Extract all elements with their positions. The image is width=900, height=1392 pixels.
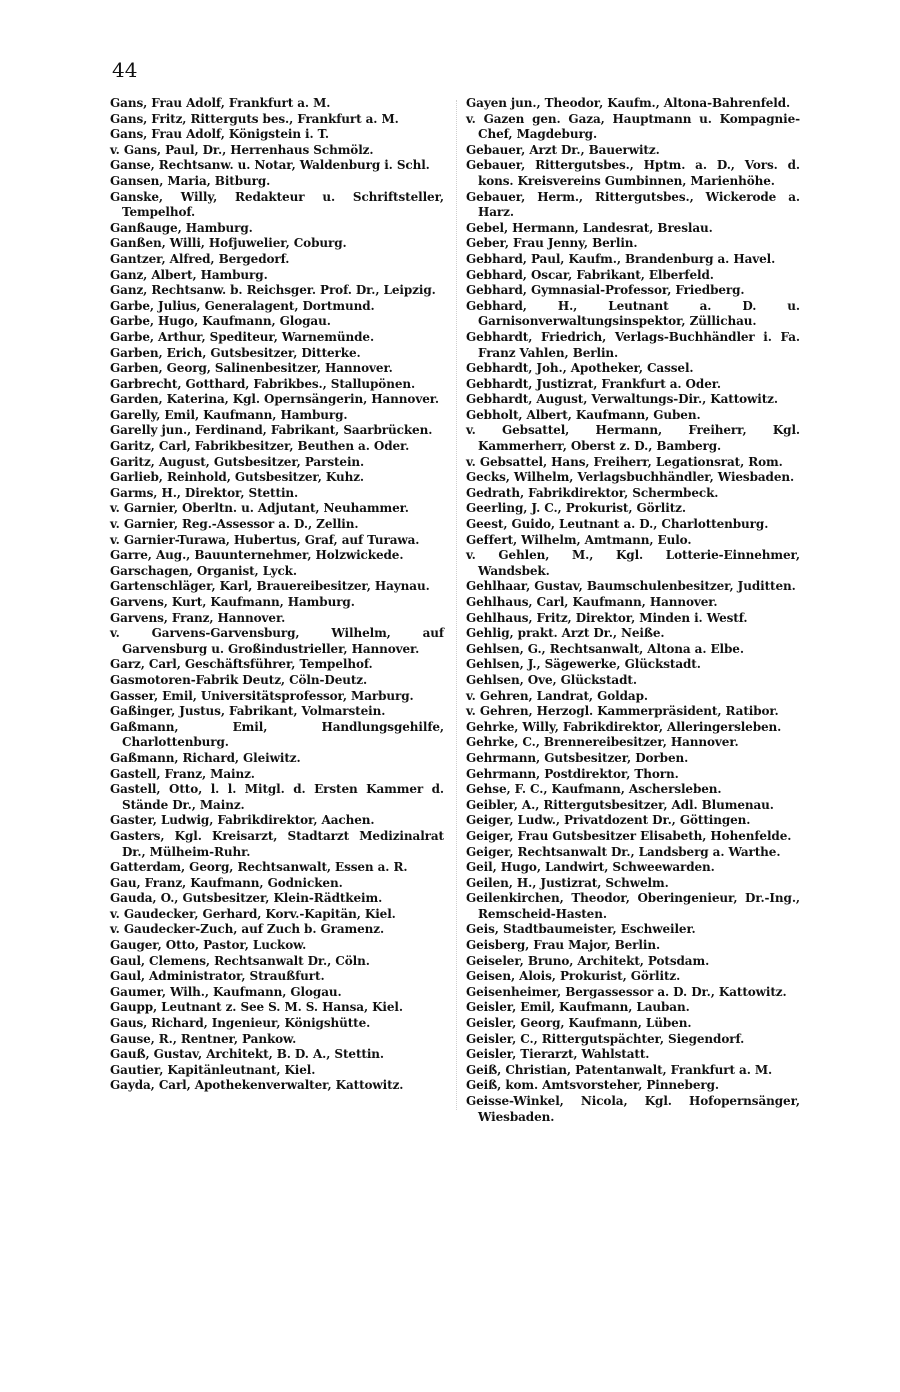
directory-entry: Gauda, O., Gutsbesitzer, Klein-Rädtkeim. — [110, 891, 383, 906]
directory-entry: Geil, Hugo, Landwirt, Schweewarden. — [466, 860, 715, 875]
directory-entry: Garden, Katerina, Kgl. Opernsängerin, Hannover. — [110, 392, 439, 407]
directory-entry: Ganz, Albert, Hamburg. — [110, 267, 268, 282]
directory-entry: Garz, Carl, Geschäftsführer, Tempelhof. — [110, 657, 373, 672]
directory-entry: Gautier, Kapitänleutnant, Kiel. — [110, 1062, 316, 1077]
directory-entry: Gauger, Otto, Pastor, Luckow. — [110, 938, 307, 953]
directory-entry: Gehrmann, Postdirektor, Thorn. — [466, 766, 679, 781]
directory-entry: Gasser, Emil, Universitätsprofessor, Marburg. — [110, 688, 414, 703]
directory-entry: Gedrath, Fabrikdirektor, Schermbeck. — [466, 485, 719, 500]
directory-entry: Garelly jun., Ferdinand, Fabrikant, Saarbrücken. — [110, 423, 433, 438]
directory-entry: Geisen, Alois, Prokurist, Görlitz. — [466, 969, 681, 984]
directory-entry: Gehlsen, Ove, Glückstadt. — [466, 672, 637, 687]
directory-entry: Gaul, Administrator, Straußfurt. — [110, 969, 325, 984]
directory-entry: Geilenkirchen, Theodor, Oberingenieur, Dr.-Ing., Remscheid-Hasten. — [466, 891, 800, 921]
directory-entry: Ganske, Willy, Redakteur u. Schriftsteller, Tempelhof. — [110, 189, 444, 220]
directory-entry: Gebhardt, Joh., Apotheker, Cassel. — [466, 361, 694, 376]
page-number: 44 — [112, 58, 138, 82]
directory-entry: Gaster, Ludwig, Fabrikdirektor, Aachen. — [110, 813, 375, 828]
directory-entry: Gastell, Otto, l. l. Mitgl. d. Ersten Kammer d. Stände Dr., Mainz. — [110, 782, 444, 812]
directory-entry: Garbe, Hugo, Kaufmann, Glogau. — [110, 314, 331, 329]
directory-entry: Geiger, Frau Gutsbesitzer Elisabeth, Hohenfelde. — [466, 828, 792, 843]
directory-entry: v. Gehren, Landrat, Goldap. — [466, 688, 648, 703]
directory-entry: Geibler, A., Rittergutsbesitzer, Adl. Blumenau. — [466, 797, 774, 812]
directory-entry: Geiß, kom. Amtsvorsteher, Pinneberg. — [466, 1078, 719, 1093]
directory-entry: v. Garnier-Turawa, Hubertus, Graf, auf Turawa. — [110, 532, 420, 547]
directory-entry: Geis, Stadtbaumeister, Eschweiler. — [466, 922, 696, 937]
directory-entry: Ganßauge, Hamburg. — [110, 220, 253, 235]
directory-entry: Geisler, C., Rittergutspächter, Siegendorf. — [466, 1031, 745, 1046]
directory-entry: v. Gazen gen. Gaza, Hauptmann u. Kompagnie-Chef, Magdeburg. — [466, 111, 800, 142]
directory-entry: Gansen, Maria, Bitburg. — [110, 173, 271, 188]
directory-entry: Geiger, Rechtsanwalt Dr., Landsberg a. Warthe. — [466, 844, 781, 859]
directory-entry: Gans, Frau Adolf, Frankfurt a. M. — [110, 96, 331, 110]
directory-entry: Geisenheimer, Bergassessor a. D. Dr., Kattowitz. — [466, 984, 787, 999]
directory-entry: Gebel, Hermann, Landesrat, Breslau. — [466, 220, 713, 235]
directory-entry: Gantzer, Alfred, Bergedorf. — [110, 251, 290, 266]
directory-entry: Garre, Aug., Bauunternehmer, Holzwickede. — [110, 548, 404, 563]
directory-entry: Gartenschläger, Karl, Brauereibesitzer, Haynau. — [110, 579, 430, 594]
directory-entry: Gebhardt, Friedrich, Verlags-Buchhändler i. Fa. Franz Vahlen, Berlin. — [466, 329, 800, 360]
directory-entry: Gans, Fritz, Ritterguts bes., Frankfurt a. M. — [110, 111, 399, 126]
directory-entry: Gayda, Carl, Apothekenverwalter, Kattowitz. — [110, 1078, 404, 1093]
directory-entry: Gayen jun., Theodor, Kaufm., Altona-Bahrenfeld. — [466, 96, 791, 110]
directory-entry: Gaus, Richard, Ingenieur, Königshütte. — [110, 1016, 371, 1031]
directory-entry: Gau, Franz, Kaufmann, Godnicken. — [110, 875, 343, 890]
directory-entry: Garvens, Kurt, Kaufmann, Hamburg. — [110, 595, 355, 609]
directory-entry: Garben, Erich, Gutsbesitzer, Ditterke. — [110, 345, 361, 360]
directory-entry: v. Garnier, Reg.-Assessor a. D., Zellin. — [110, 517, 359, 532]
directory-entry: Gebhardt, Justizrat, Frankfurt a. Oder. — [466, 376, 721, 391]
directory-entry: Gause, R., Rentner, Pankow. — [110, 1031, 297, 1046]
directory-entry: Ganßen, Willi, Hofjuwelier, Coburg. — [110, 236, 347, 251]
directory-entry: Gastell, Franz, Mainz. — [110, 766, 255, 781]
directory-entry: v. Gaudecker, Gerhard, Korv.-Kapitän, Kiel. — [110, 906, 396, 921]
directory-entry: Garschagen, Organist, Lyck. — [110, 563, 297, 578]
directory-entry: Geisberg, Frau Major, Berlin. — [466, 938, 661, 953]
directory-entry: Gaßinger, Justus, Fabrikant, Volmarstein. — [110, 704, 386, 719]
directory-entry: Garbe, Arthur, Spediteur, Warnemünde. — [110, 329, 375, 344]
directory-entry: Garitz, August, Gutsbesitzer, Parstein. — [110, 454, 365, 469]
left-column — [110, 96, 444, 1094]
directory-entry: Geiger, Ludw., Privatdozent Dr., Göttingen. — [466, 813, 751, 828]
directory-entry: v. Gebsattel, Hans, Freiherr, Legationsrat, Rom. — [466, 454, 783, 469]
directory-entry: Gebauer, Rittergutsbes., Hptm. a. D., Vors. d. kons. Kreisvereins Gumbinnen, Marienhöhe. — [466, 158, 800, 188]
right-column — [466, 96, 800, 1125]
directory-entry: Gasmotoren-Fabrik Deutz, Cöln-Deutz. — [110, 672, 368, 687]
directory-entry: Gebauer, Arzt Dr., Bauerwitz. — [466, 142, 660, 157]
directory-entry: Geest, Guido, Leutnant a. D., Charlottenburg. — [466, 517, 769, 532]
directory-entry: Gaupp, Leutnant z. See S. M. S. Hansa, Kiel. — [110, 1000, 403, 1015]
column-divider — [456, 100, 457, 1110]
directory-entry: Gehlhaus, Fritz, Direktor, Minden i. Westf. — [466, 610, 748, 625]
directory-entry: v. Gebsattel, Hermann, Freiherr, Kgl. Kammerherr, Oberst z. D., Bamberg. — [466, 423, 800, 454]
directory-entry: Geilen, H., Justizrat, Schwelm. — [466, 875, 669, 890]
directory-entry: Gehlsen, G., Rechtsanwalt, Altona a. Elbe. — [466, 641, 744, 656]
directory-entry: Gehlhaar, Gustav, Baumschulenbesitzer, Juditten. — [466, 579, 796, 594]
directory-entry: Gebhard, H., Leutnant a. D. u. Garnisonverwaltungsinspektor, Züllichau. — [466, 298, 800, 329]
directory-entry: Garben, Georg, Salinenbesitzer, Hannover. — [110, 361, 393, 376]
directory-entry: Geisler, Tierarzt, Wahlstatt. — [466, 1047, 650, 1062]
directory-entry: Gebhard, Oscar, Fabrikant, Elberfeld. — [466, 267, 714, 282]
directory-entry: v. Gehlen, M., Kgl. Lotterie-Einnehmer, Wandsbek. — [466, 548, 800, 578]
directory-entry: Gebhardt, August, Verwaltungs-Dir., Kattowitz. — [466, 392, 778, 407]
directory-entry: Gauß, Gustav, Architekt, B. D. A., Stettin. — [110, 1047, 384, 1062]
directory-entry: Garvens, Franz, Hannover. — [110, 610, 286, 625]
directory-entry: v. Garvens-Garvensburg, Wilhelm, auf Garvensburg u. Großindustrieller, Hannover. — [110, 626, 444, 656]
directory-entry: Geiß, Christian, Patentanwalt, Frankfurt a. M. — [466, 1062, 773, 1077]
directory-entry: v. Garnier, Oberltn. u. Adjutant, Neuhammer. — [110, 501, 409, 516]
directory-entry: Gatterdam, Georg, Rechtsanwalt, Essen a. R. — [110, 860, 408, 875]
directory-entry: Gehlig, prakt. Arzt Dr., Neiße. — [466, 626, 665, 641]
directory-entry: v. Gaudecker-Zuch, auf Zuch b. Gramenz. — [110, 922, 385, 937]
directory-entry: Geffert, Wilhelm, Amtmann, Eulo. — [466, 532, 692, 547]
directory-entry: Gebhard, Gymnasial-Professor, Friedberg. — [466, 283, 745, 298]
directory-entry: Gehse, F. C., Kaufmann, Aschersleben. — [466, 782, 722, 797]
directory-entry: Gehrke, C., Brennereibesitzer, Hannover. — [466, 735, 739, 750]
directory-entry: Gaßmann, Emil, Handlungsgehilfe, Charlottenburg. — [110, 719, 444, 750]
directory-entry: Garelly, Emil, Kaufmann, Hamburg. — [110, 407, 348, 422]
directory-entry: Gehlsen, J., Sägewerke, Glückstadt. — [466, 657, 701, 672]
directory-entry: Gans, Frau Adolf, Königstein i. T. — [110, 127, 329, 142]
directory-entry: Gehrke, Willy, Fabrikdirektor, Alleringersleben. — [466, 719, 782, 734]
directory-entry: Geisler, Georg, Kaufmann, Lüben. — [466, 1016, 692, 1031]
directory-entry: Ganse, Rechtsanw. u. Notar, Waldenburg i. Schl. — [110, 158, 430, 173]
directory-entry: Gehlhaus, Carl, Kaufmann, Hannover. — [466, 595, 718, 609]
directory-entry: Gaßmann, Richard, Gleiwitz. — [110, 750, 301, 765]
directory-entry: Gebauer, Herm., Rittergutsbes., Wickerode a. Harz. — [466, 189, 800, 220]
directory-entry: Gaumer, Wilh., Kaufmann, Glogau. — [110, 984, 342, 999]
directory-entry: Geiseler, Bruno, Architekt, Potsdam. — [466, 953, 710, 968]
directory-entry: Gebhard, Paul, Kaufm., Brandenburg a. Havel. — [466, 251, 776, 266]
directory-entry: Garlieb, Reinhold, Gutsbesitzer, Kuhz. — [110, 470, 364, 485]
directory-entry: Gasters, Kgl. Kreisarzt, Stadtarzt Medizinalrat Dr., Mülheim-Ruhr. — [110, 828, 444, 859]
directory-entry: Ganz, Rechtsanw. b. Reichsger. Prof. Dr., Leipzig. — [110, 283, 436, 298]
directory-entry: Garitz, Carl, Fabrikbesitzer, Beuthen a. Oder. — [110, 439, 410, 454]
directory-entry: Geisler, Emil, Kaufmann, Lauban. — [466, 1000, 690, 1015]
directory-entry: Geber, Frau Jenny, Berlin. — [466, 236, 638, 251]
directory-entry: Geisse-Winkel, Nicola, Kgl. Hofopernsänger, Wiesbaden. — [466, 1094, 800, 1124]
directory-entry: Gehrmann, Gutsbesitzer, Dorben. — [466, 750, 689, 765]
directory-entry: v. Gans, Paul, Dr., Herrenhaus Schmölz. — [110, 142, 374, 157]
directory-entry: Gecks, Wilhelm, Verlagsbuchhändler, Wiesbaden. — [466, 470, 795, 485]
directory-entry: Gebholt, Albert, Kaufmann, Guben. — [466, 407, 701, 422]
directory-entry: Geerling, J. C., Prokurist, Görlitz. — [466, 501, 686, 516]
directory-entry: Garbe, Julius, Generalagent, Dortmund. — [110, 298, 375, 313]
directory-entry: Garbrecht, Gotthard, Fabrikbes., Stallupönen. — [110, 376, 416, 391]
directory-entry: Garms, H., Direktor, Stettin. — [110, 485, 299, 500]
directory-entry: v. Gehren, Herzogl. Kammerpräsident, Ratibor. — [466, 704, 779, 719]
directory-entry: Gaul, Clemens, Rechtsanwalt Dr., Cöln. — [110, 953, 370, 968]
